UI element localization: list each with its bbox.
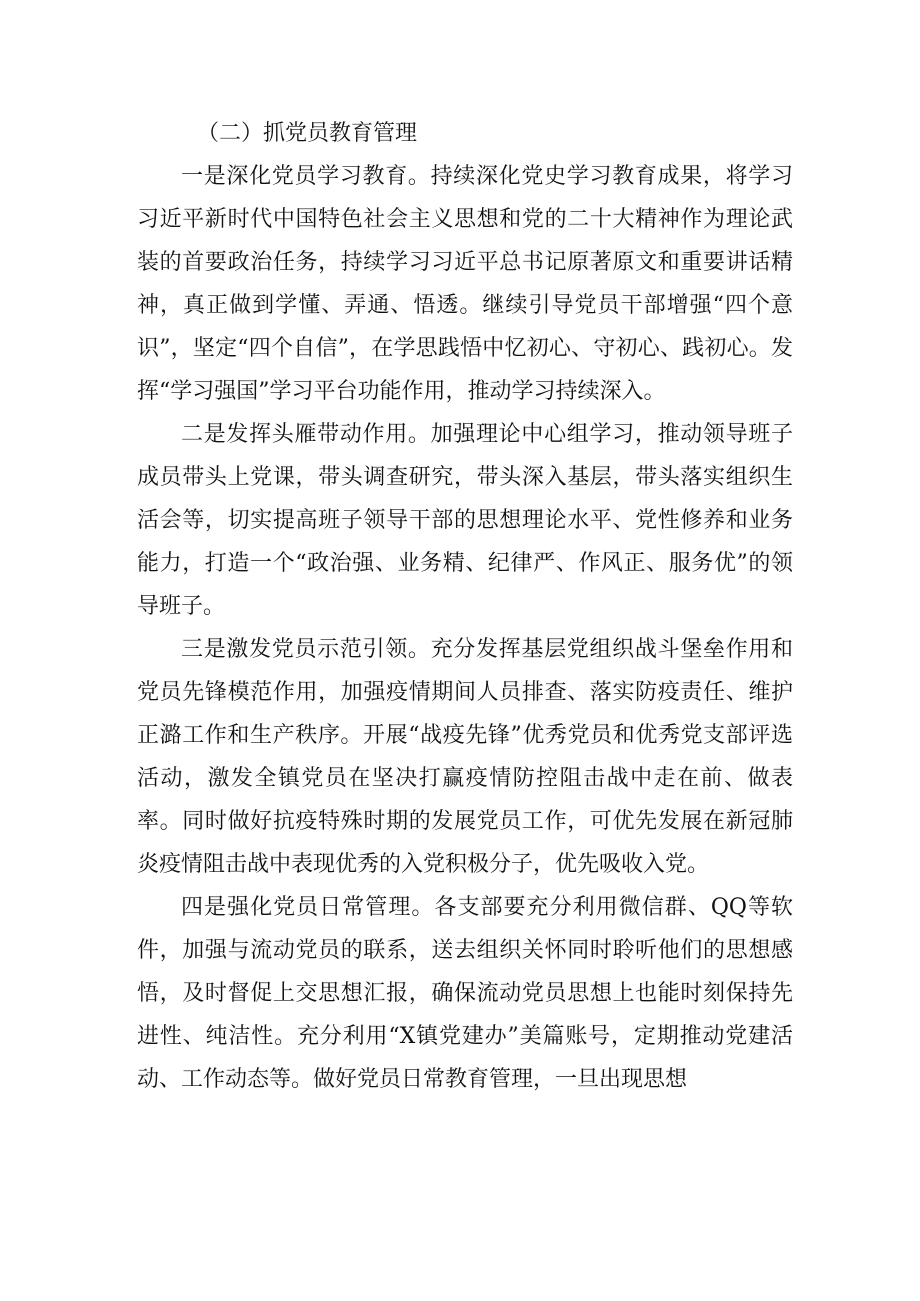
paragraph-leading-role: 二是发挥头雁带动作用。加强理论中心组学习，推动领导班子成员带头上党课，带头调查研究，带头深入基层，带头落实组织生活会等，切实提高班子领导干部的思想理论水平、党性修养和业务能力，打造一个“政治强、业务精、纪律严、作风正、服务优”的领导班子。 — [137, 422, 793, 619]
section-heading: （二）抓党员教育管理 — [197, 121, 418, 146]
paragraph-study-education: 一是深化党员学习教育。持续深化党史学习教育成果，将学习习近平新时代中国特色社会主义思想和党的二十大精神作为理论武装的首要政治任务，持续学习习近平总书记原著原文和重要讲话精神，真正做到学懂、弄通、悟透。继续引导党员干部增强“四个意识”，坚定“四个自信”，在学思践悟中忆初心、守初心、践初心。发挥“学习强国”学习平台功能作用，推动学习持续深入。 — [137, 164, 793, 404]
paragraph-exemplary-guidance: 三是激发党员示范引领。充分发挥基层党组织战斗堡垒作用和党员先锋模范作用，加强疫情期间人员排查、落实防疫责任、维护正潞工作和生产秩序。开展“战疫先锋”优秀党员和优秀党支部评选活动，激发全镇党员在坚决打赢疫情防控阻击战中走在前、做表率。同时做好抗疫特殊时期的发展党员工作，可优先发展在新冠肺炎疫情阻击战中表现优秀的入党积极分子，优先吸收入党。 — [137, 637, 793, 877]
paragraph-daily-management: 四是强化党员日常管理。各支部要充分利用微信群、QQ等软件，加强与流动党员的联系，送去组织关怀同时聆听他们的思想感悟，及时督促上交思想汇报，确保流动党员思想上也能时刻保持先进性、纯洁性。充分利用“X镇党建办”美篇账号，定期推动党建活动、工作动态等。做好党员日常教育管理，一旦出现思想 — [137, 895, 793, 1092]
document-body — [137, 112, 793, 1101]
